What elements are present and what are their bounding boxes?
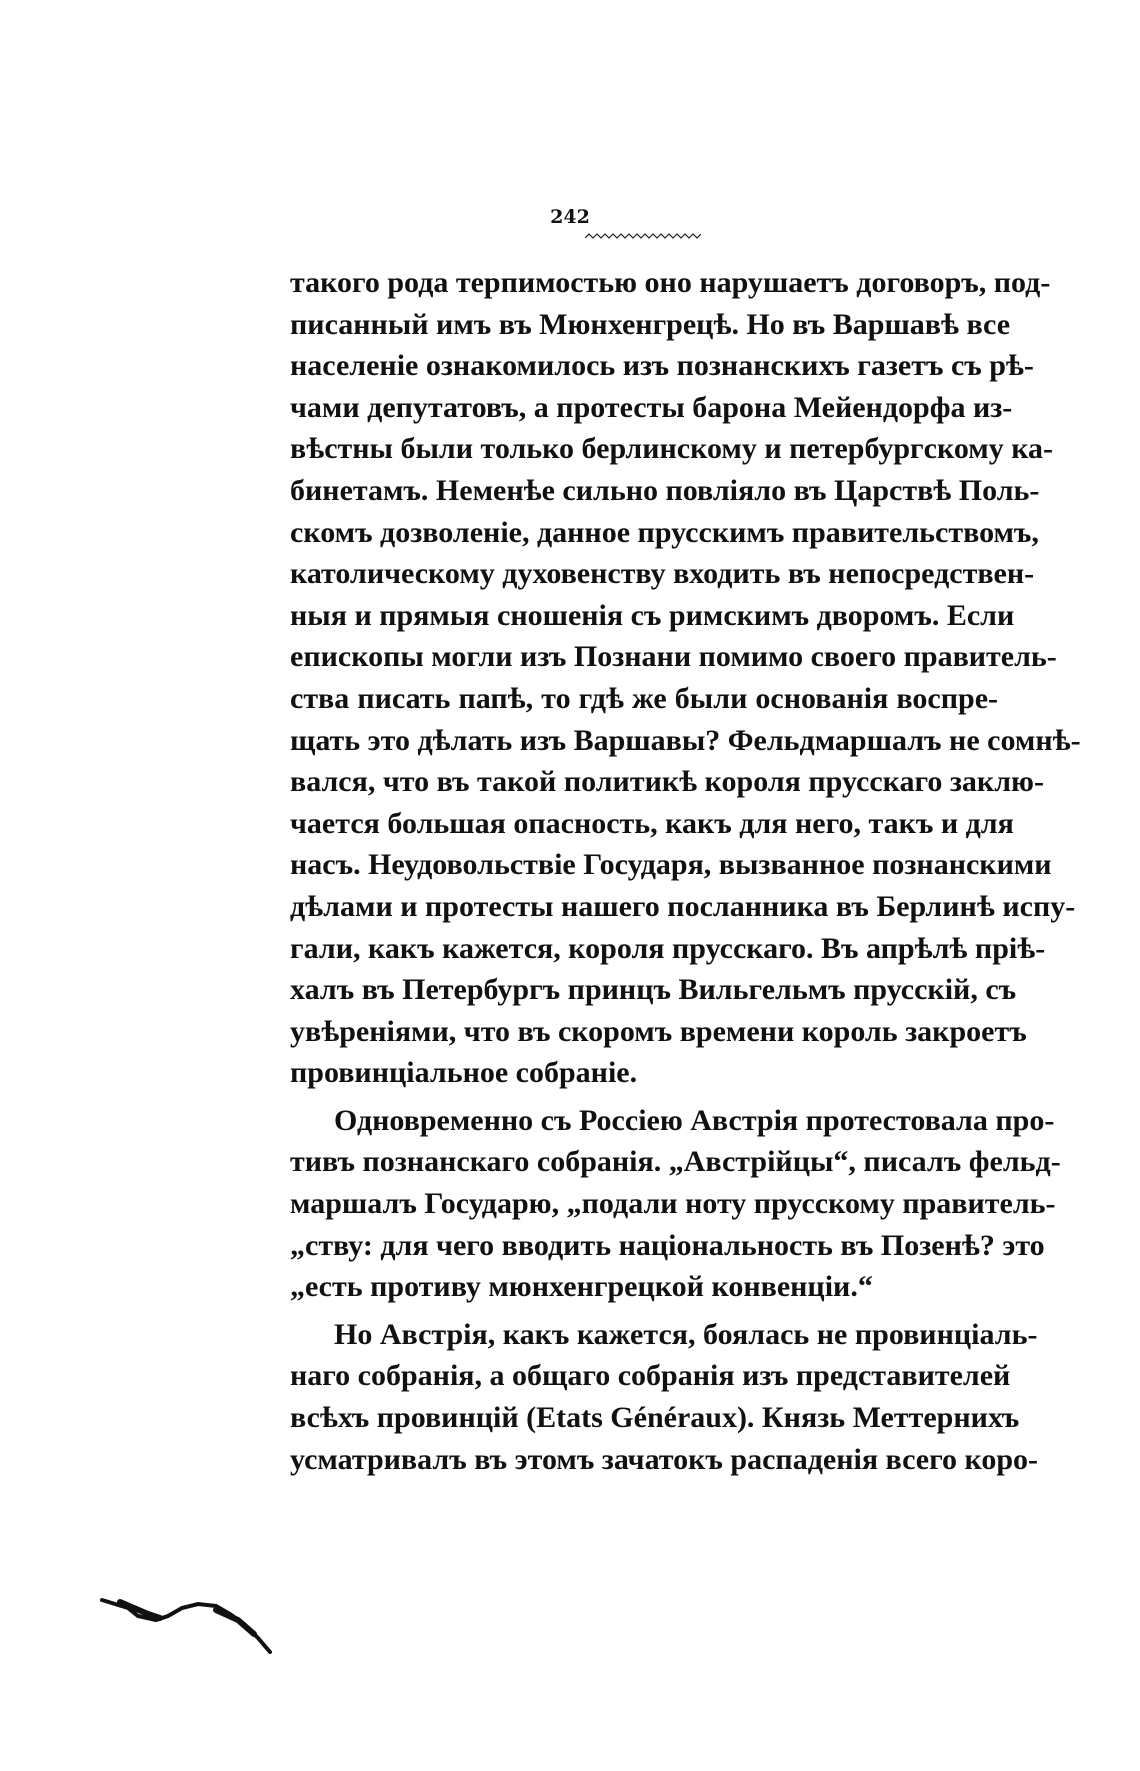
text-line: увѣреніями, что въ скоромъ времени король закроетъ: [290, 1014, 1027, 1048]
text-line: чается большая опасность, какъ для него, такъ и для: [290, 806, 1014, 840]
text-line: Одновременно съ Россіею Австрія протестовала про-: [334, 1103, 1055, 1137]
paragraph-3: [290, 1314, 1039, 1480]
text-line: населеніе ознакомилось изъ познанскихъ газетъ съ рѣ-: [290, 349, 1034, 383]
page-number: 242: [550, 206, 590, 228]
text-line: наго собранія, а общаго собранія изъ представителей: [290, 1359, 1011, 1393]
paragraph-1: [290, 262, 1081, 1094]
text-line: Но Австрія, какъ кажется, боялась не провинціаль-: [334, 1317, 1038, 1351]
text-line: всѣхъ провинцій (Etats Généraux). Князь Меттернихъ: [290, 1401, 1020, 1435]
text-line: вѣстны были только берлинскому и петербургскому ка-: [290, 432, 1054, 466]
page-number-wavy-underline: [585, 232, 701, 240]
text-line: халъ въ Петербургъ принцъ Вильгельмъ прусскій, съ: [290, 973, 1017, 1007]
body-text: [290, 262, 1081, 1480]
text-line: ныя и прямыя сношенія съ римскимъ дворомъ. Если: [290, 598, 1015, 632]
text-line: епископы могли изъ Познани помимо своего правитель-: [290, 640, 1057, 674]
text-line: маршалъ Государю, „подали ноту прусскому правитель-: [290, 1187, 1056, 1221]
text-line: вался, что въ такой политикѣ короля прусскаго заклю-: [290, 765, 1044, 799]
text-line: провинціальное собраніе.: [290, 1056, 638, 1090]
text-line: чами депутатовъ, а протесты барона Мейендорфа из-: [290, 390, 1013, 424]
text-line: такого рода терпимостью оно нарушаетъ договоръ, под-: [290, 266, 1051, 299]
paragraph-2: [290, 1100, 1061, 1308]
text-line: писанный имъ въ Мюнхенгрецѣ. Но въ Варшавѣ все: [290, 307, 1011, 341]
scan-artifact-mark: [98, 1580, 278, 1660]
text-line: насъ. Неудовольствіе Государя, вызванное познанскими: [290, 848, 1052, 882]
text-line: ства писать папѣ, то гдѣ же были основанія воспре-: [290, 681, 998, 715]
text-line: „есть противу мюнхенгрецкой конвенціи.“: [290, 1270, 873, 1304]
text-line: тивъ познанскаго собранія. „Австрійцы“, писалъ фельд-: [290, 1145, 1061, 1179]
text-line: усматривалъ въ этомъ зачатокъ распаденія всего коро-: [290, 1442, 1039, 1476]
text-line: бинетамъ. Неменѣе сильно повліяло въ Царствѣ Поль-: [290, 473, 1040, 507]
text-line: гали, какъ кажется, короля прусскаго. Въ апрѣлѣ пріѣ-: [290, 931, 1046, 965]
text-line: скомъ дозволеніе, данное прусскимъ правительствомъ,: [290, 515, 1039, 549]
text-line: щать это дѣлать изъ Варшавы? Фельдмаршалъ не сомнѣ-: [290, 723, 1081, 757]
text-line: католическому духовенству входить въ непосредствен-: [290, 557, 1035, 591]
text-line: дѣлами и протесты нашего посланника въ Берлинѣ испу-: [290, 889, 1076, 923]
text-line: „ству: для чего вводить національность въ Позенѣ? это: [290, 1228, 1045, 1262]
